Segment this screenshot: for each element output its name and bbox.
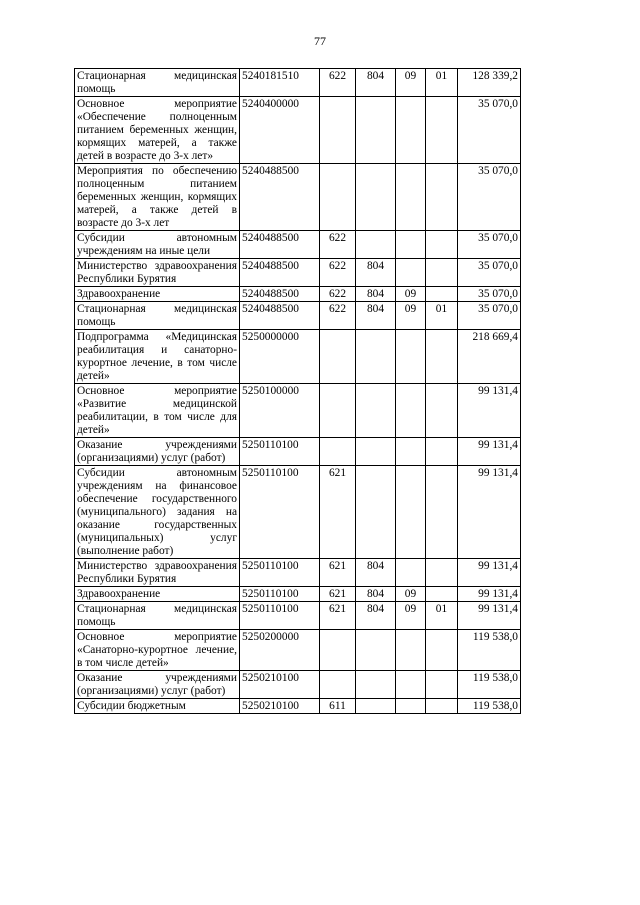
table-row	[75, 69, 521, 97]
section-code-cell	[396, 330, 426, 384]
subsection-code-cell	[426, 287, 458, 302]
subsection-code-cell	[426, 559, 458, 587]
table-row	[75, 699, 521, 714]
ministry-code-cell	[356, 438, 396, 466]
target-article-code-cell: 5240488500	[240, 287, 320, 302]
ministry-code-cell: 804	[356, 259, 396, 287]
ministry-code-cell: 804	[356, 302, 396, 330]
section-code-cell: 09	[396, 602, 426, 630]
target-article-code-cell: 5250110100	[240, 602, 320, 630]
section-code-cell	[396, 231, 426, 259]
expense-type-code-cell	[320, 630, 356, 671]
row-name-cell: Основное мероприятие «Санаторно-курортное лечение, в том числе детей»	[75, 630, 240, 671]
row-name-cell: Основное мероприятие «Обеспечение полноценным питанием беременных женщин, кормящих матерей, а также детей в возрасте до 3-х лет»	[75, 97, 240, 164]
amount-cell: 128 339,2	[458, 69, 521, 97]
target-article-code-cell: 5240488500	[240, 259, 320, 287]
expense-type-code-cell: 621	[320, 559, 356, 587]
table-row	[75, 438, 521, 466]
expense-type-code-cell: 611	[320, 699, 356, 714]
row-name-cell: Здравоохранение	[75, 587, 240, 602]
row-name-cell: Оказание учреждениями (организациями) услуг (работ)	[75, 671, 240, 699]
section-code-cell	[396, 559, 426, 587]
ministry-code-cell	[356, 164, 396, 231]
table-row	[75, 231, 521, 259]
amount-cell: 99 131,4	[458, 466, 521, 559]
amount-cell: 35 070,0	[458, 259, 521, 287]
subsection-code-cell: 01	[426, 69, 458, 97]
section-code-cell	[396, 97, 426, 164]
subsection-code-cell	[426, 330, 458, 384]
ministry-code-cell: 804	[356, 287, 396, 302]
table-row	[75, 164, 521, 231]
section-code-cell	[396, 384, 426, 438]
amount-cell: 99 131,4	[458, 438, 521, 466]
subsection-code-cell	[426, 630, 458, 671]
target-article-code-cell: 5250110100	[240, 466, 320, 559]
table-row	[75, 602, 521, 630]
section-code-cell	[396, 259, 426, 287]
row-name-cell: Оказание учреждениями (организациями) услуг (работ)	[75, 438, 240, 466]
ministry-code-cell: 804	[356, 587, 396, 602]
expense-type-code-cell: 622	[320, 302, 356, 330]
amount-cell: 35 070,0	[458, 302, 521, 330]
subsection-code-cell	[426, 164, 458, 231]
ministry-code-cell	[356, 384, 396, 438]
row-name-cell: Субсидии автономным учреждениям на финансовое обеспечение государственного (муниципального) задания на оказание государственных (муниципальных) услуг (выполнение работ)	[75, 466, 240, 559]
section-code-cell: 09	[396, 302, 426, 330]
row-name-cell: Министерство здравоохранения Республики Бурятия	[75, 559, 240, 587]
subsection-code-cell	[426, 97, 458, 164]
subsection-code-cell	[426, 699, 458, 714]
target-article-code-cell: 5240400000	[240, 97, 320, 164]
row-name-cell: Субсидии автономным учреждениям на иные цели	[75, 231, 240, 259]
table-row	[75, 302, 521, 330]
ministry-code-cell	[356, 97, 396, 164]
section-code-cell	[396, 630, 426, 671]
page-number: 77	[314, 34, 326, 48]
target-article-code-cell: 5240488500	[240, 164, 320, 231]
ministry-code-cell: 804	[356, 69, 396, 97]
row-name-cell: Стационарная медицинская помощь	[75, 302, 240, 330]
section-code-cell	[396, 466, 426, 559]
budget-table	[74, 68, 521, 714]
row-name-cell: Здравоохранение	[75, 287, 240, 302]
expense-type-code-cell	[320, 384, 356, 438]
section-code-cell	[396, 699, 426, 714]
ministry-code-cell	[356, 466, 396, 559]
section-code-cell	[396, 671, 426, 699]
subsection-code-cell	[426, 438, 458, 466]
section-code-cell: 09	[396, 587, 426, 602]
target-article-code-cell: 5250210100	[240, 671, 320, 699]
expense-type-code-cell: 621	[320, 466, 356, 559]
table-row	[75, 384, 521, 438]
subsection-code-cell	[426, 671, 458, 699]
expense-type-code-cell: 621	[320, 587, 356, 602]
section-code-cell	[396, 164, 426, 231]
amount-cell: 99 131,4	[458, 587, 521, 602]
expense-type-code-cell	[320, 164, 356, 231]
row-name-cell: Подпрограмма «Медицинская реабилитация и санаторно-курортное лечение, в том числе детей»	[75, 330, 240, 384]
target-article-code-cell: 5240488500	[240, 231, 320, 259]
row-name-cell: Стационарная медицинская помощь	[75, 602, 240, 630]
table-row	[75, 671, 521, 699]
amount-cell: 99 131,4	[458, 602, 521, 630]
table-row	[75, 259, 521, 287]
table-row	[75, 97, 521, 164]
expense-type-code-cell	[320, 438, 356, 466]
amount-cell: 35 070,0	[458, 97, 521, 164]
target-article-code-cell: 5250100000	[240, 384, 320, 438]
amount-cell: 99 131,4	[458, 384, 521, 438]
row-name-cell: Субсидии бюджетным	[75, 699, 240, 714]
expense-type-code-cell: 622	[320, 69, 356, 97]
expense-type-code-cell	[320, 671, 356, 699]
ministry-code-cell: 804	[356, 602, 396, 630]
row-name-cell: Основное мероприятие «Развитие медицинской реабилитации, в том числе для детей»	[75, 384, 240, 438]
table-row	[75, 287, 521, 302]
target-article-code-cell: 5250110100	[240, 587, 320, 602]
section-code-cell: 09	[396, 69, 426, 97]
ministry-code-cell	[356, 630, 396, 671]
amount-cell: 35 070,0	[458, 164, 521, 231]
section-code-cell: 09	[396, 287, 426, 302]
row-name-cell: Мероприятия по обеспечению полноценным питанием беременных женщин, кормящих матерей, а также детей в возрасте до 3-х лет	[75, 164, 240, 231]
ministry-code-cell	[356, 671, 396, 699]
table-row	[75, 466, 521, 559]
expense-type-code-cell: 622	[320, 259, 356, 287]
amount-cell: 99 131,4	[458, 559, 521, 587]
target-article-code-cell: 5250110100	[240, 559, 320, 587]
expense-type-code-cell	[320, 330, 356, 384]
subsection-code-cell	[426, 466, 458, 559]
amount-cell: 35 070,0	[458, 231, 521, 259]
target-article-code-cell: 5250000000	[240, 330, 320, 384]
amount-cell: 119 538,0	[458, 630, 521, 671]
expense-type-code-cell: 622	[320, 287, 356, 302]
ministry-code-cell	[356, 330, 396, 384]
subsection-code-cell	[426, 587, 458, 602]
amount-cell: 35 070,0	[458, 287, 521, 302]
table-row	[75, 330, 521, 384]
table-row	[75, 559, 521, 587]
subsection-code-cell	[426, 231, 458, 259]
row-name-cell: Стационарная медицинская помощь	[75, 69, 240, 97]
expense-type-code-cell: 622	[320, 231, 356, 259]
ministry-code-cell	[356, 699, 396, 714]
subsection-code-cell	[426, 259, 458, 287]
table-row	[75, 587, 521, 602]
target-article-code-cell: 5240181510	[240, 69, 320, 97]
amount-cell: 119 538,0	[458, 699, 521, 714]
target-article-code-cell: 5240488500	[240, 302, 320, 330]
table-row	[75, 630, 521, 671]
section-code-cell	[396, 438, 426, 466]
expense-type-code-cell: 621	[320, 602, 356, 630]
subsection-code-cell	[426, 384, 458, 438]
amount-cell: 119 538,0	[458, 671, 521, 699]
subsection-code-cell: 01	[426, 602, 458, 630]
amount-cell: 218 669,4	[458, 330, 521, 384]
budget-table-body	[75, 69, 521, 714]
row-name-cell: Министерство здравоохранения Республики Бурятия	[75, 259, 240, 287]
ministry-code-cell: 804	[356, 559, 396, 587]
subsection-code-cell: 01	[426, 302, 458, 330]
expense-type-code-cell	[320, 97, 356, 164]
target-article-code-cell: 5250110100	[240, 438, 320, 466]
ministry-code-cell	[356, 231, 396, 259]
target-article-code-cell: 5250200000	[240, 630, 320, 671]
target-article-code-cell: 5250210100	[240, 699, 320, 714]
